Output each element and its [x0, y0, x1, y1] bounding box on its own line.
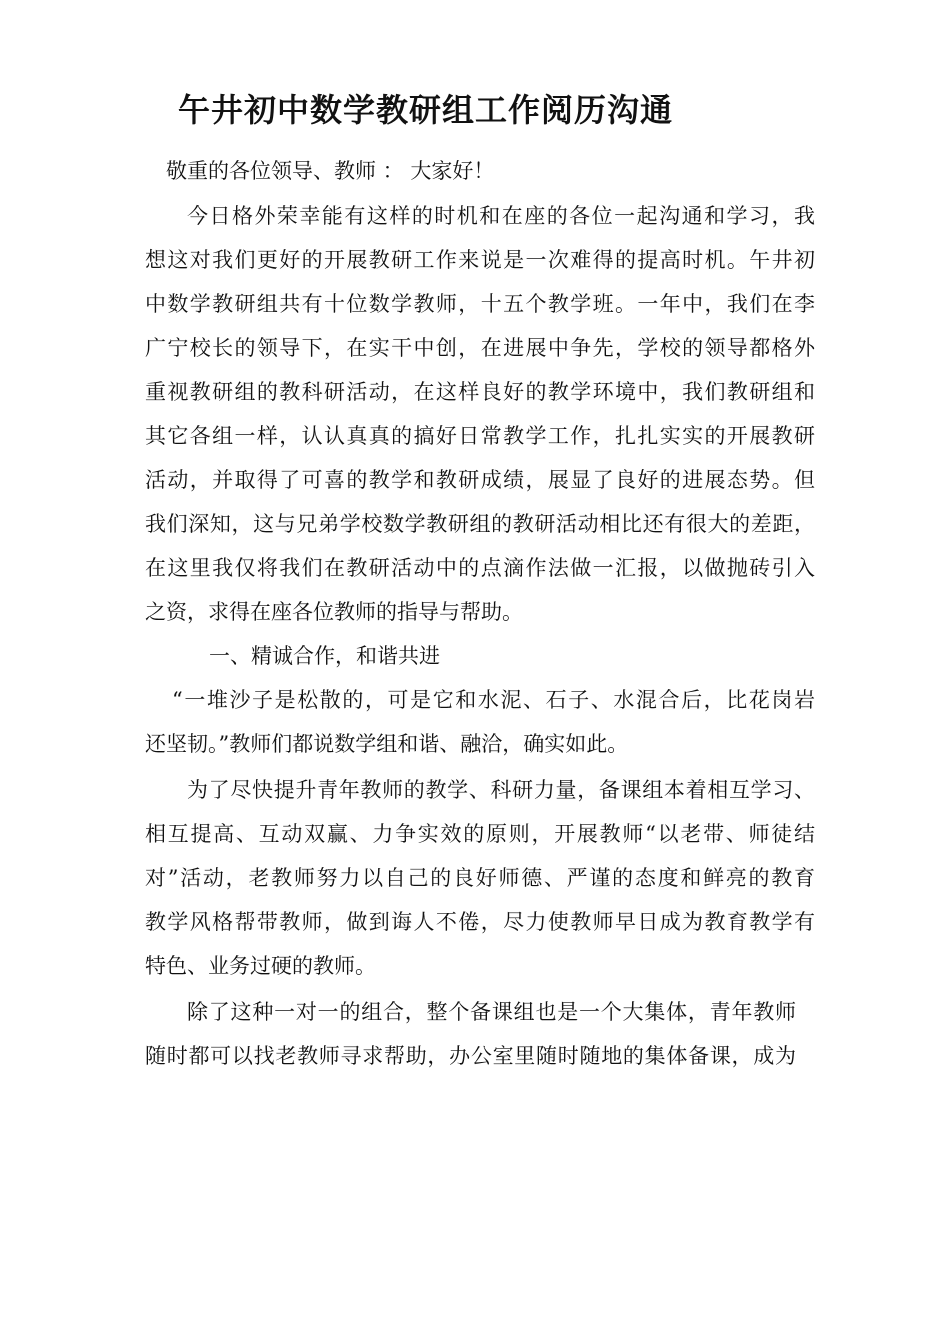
paragraph-line: 我们深知，这与兄弟学校数学教研组的教研活动相比还有很大的差距， [145, 512, 815, 536]
paragraph-line: 广宁校长的领导下，在实干中创，在进展中争先，学校的领导都格外 [145, 336, 815, 360]
paragraph-line: 还坚韧。”教师们都说数学组和谐、融洽，确实如此。 [145, 732, 629, 756]
paragraph-line: 今日格外荣幸能有这样的时机和在座的各位一起沟通和学习，我 [187, 204, 815, 228]
paragraph-line: 为了尽快提升青年教师的教学、科研力量，备课组本着相互学习、 [187, 778, 815, 802]
paragraph-line: 其它各组一样，认认真真的搞好日常教学工作，扎扎实实的开展教研 [145, 424, 815, 448]
paragraph-line: 之资，求得在座各位教师的指导与帮助。 [145, 600, 523, 624]
paragraph-line: 除了这种一对一的组合，整个备课组也是一个大集体，青年教师 [187, 1000, 796, 1024]
section-heading: 一、精诚合作，和谐共进 [209, 644, 440, 668]
paragraph-line: “一堆沙子是松散的，可是它和水泥、石子、水混合后，比花岗岩 [172, 688, 815, 712]
paragraph-line: 重视教研组的教科研活动，在这样良好的教学环境中，我们教研组和 [145, 380, 815, 404]
paragraph-line: 相互提高、互动双赢、力争实效的原则，开展教师“以老带、师徒结 [145, 822, 815, 846]
document-title: 午井初中数学教研组工作阅历沟通 [178, 91, 674, 129]
paragraph-line: 随时都可以找老教师寻求帮助，办公室里随时随地的集体备课，成为 [145, 1044, 796, 1068]
greeting-line: 敬重的各位领导、教师 ： 大家好！ [166, 159, 495, 183]
paragraph-line: 特色、业务过硬的教师。 [145, 954, 376, 978]
paragraph-line: 对”活动，老教师努力以自己的良好师德、严谨的态度和鲜亮的教育 [145, 866, 815, 890]
paragraph-line: 在这里我仅将我们在教研活动中的点滴作法做一汇报，以做抛砖引入 [145, 556, 815, 580]
paragraph-line: 中数学教研组共有十位数学教师，十五个教学班。一年中，我们在李 [145, 292, 815, 316]
paragraph-line: 想这对我们更好的开展教研工作来说是一次难得的提高时机。午井初 [145, 248, 815, 272]
paragraph-line: 活动，并取得了可喜的教学和教研成绩，展显了良好的进展态势。但 [145, 468, 815, 492]
paragraph-line: 教学风格帮带教师，做到诲人不倦，尽力使教师早日成为教育教学有 [145, 910, 815, 934]
